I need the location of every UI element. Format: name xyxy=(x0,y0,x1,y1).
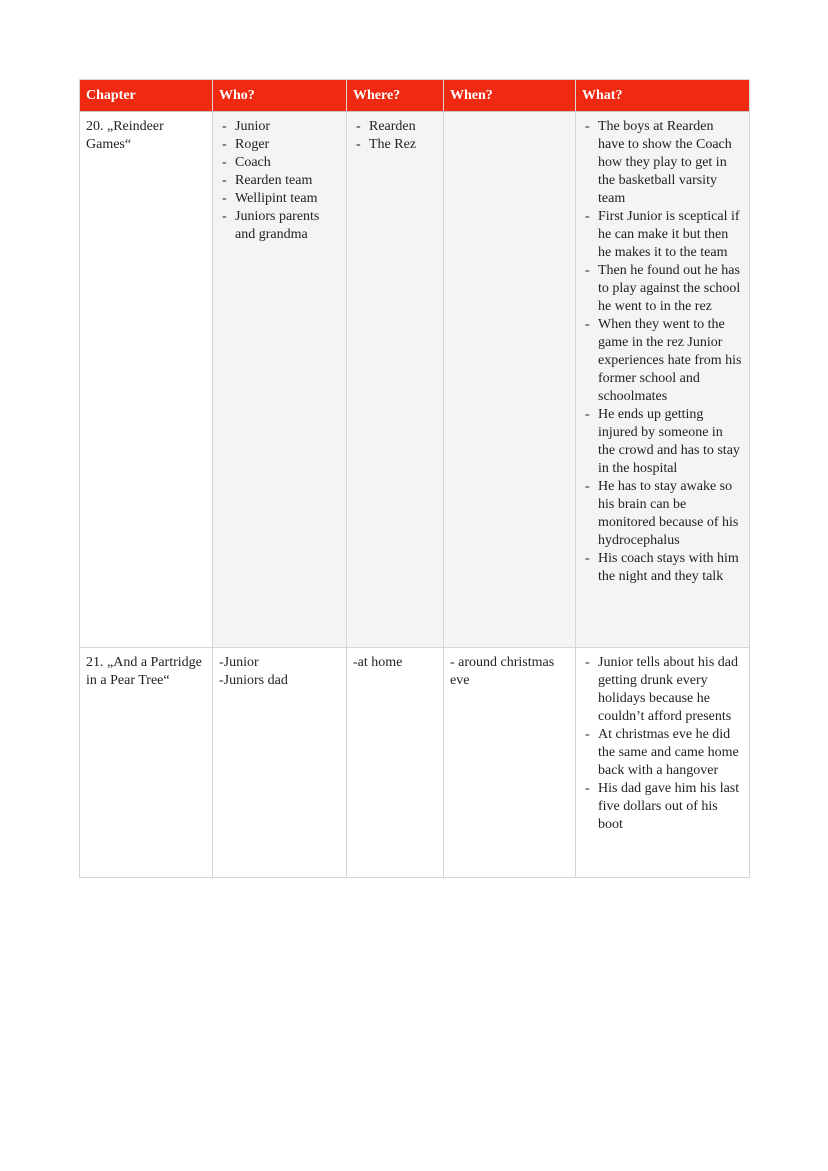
list-item: - First Junior is sceptical if he can make it but then he makes it to the team xyxy=(582,208,743,262)
list-item: - The Rez xyxy=(353,136,437,154)
list-item: - Coach xyxy=(219,154,340,172)
chapter-cell xyxy=(80,112,213,648)
chapter-notes-table xyxy=(79,79,750,878)
header-row xyxy=(80,80,750,112)
list-item: - His dad gave him his last five dollars out of his boot xyxy=(582,780,743,834)
chapter-title: 20. „Reindeer Games“ xyxy=(86,119,164,152)
header-who: Who? xyxy=(213,80,347,112)
who-cell xyxy=(213,112,347,648)
list-item: - His coach stays with him the night and they talk xyxy=(582,550,743,586)
who-cell xyxy=(213,648,347,878)
list-item: - Then he found out he has to play against the school he went to in the rez xyxy=(582,262,743,316)
list-item: - He ends up getting injured by someone in the crowd and has to stay in the hospital xyxy=(582,406,743,478)
what-list xyxy=(582,654,743,834)
list-item: - Juniors parents and grandma xyxy=(219,208,340,244)
when-text: - around christmas eve xyxy=(450,655,555,688)
when-cell xyxy=(444,112,576,648)
list-item: - He has to stay awake so his brain can be monitored because of his hydrocephalus xyxy=(582,478,743,550)
table-row xyxy=(80,648,750,878)
header-what: What? xyxy=(576,80,750,112)
where-text: -at home xyxy=(353,655,403,670)
list-item: - Roger xyxy=(219,136,340,154)
header-where: Where? xyxy=(347,80,444,112)
what-list xyxy=(582,118,743,586)
where-list xyxy=(353,118,437,154)
list-item: - At christmas eve he did the same and came home back with a hangover xyxy=(582,726,743,780)
table-row xyxy=(80,112,750,648)
list-item: - Wellipint team xyxy=(219,190,340,208)
when-cell xyxy=(444,648,576,878)
list-item: - Rearden team xyxy=(219,172,340,190)
who-line: -Junior xyxy=(219,655,259,670)
list-item: - Junior tells about his dad getting drunk every holidays because he couldn’t afford presents xyxy=(582,654,743,726)
list-item: - The boys at Rearden have to show the Coach how they play to get in the basketball varsity team xyxy=(582,118,743,208)
chapter-title: 21. „And a Partridge in a Pear Tree“ xyxy=(86,655,202,688)
where-cell xyxy=(347,112,444,648)
list-item: - Rearden xyxy=(353,118,437,136)
list-item: - When they went to the game in the rez Junior experiences hate from his former school and schoolmates xyxy=(582,316,743,406)
where-cell xyxy=(347,648,444,878)
who-line: -Juniors dad xyxy=(219,673,288,688)
what-cell xyxy=(576,112,750,648)
list-item: - Junior xyxy=(219,118,340,136)
what-cell xyxy=(576,648,750,878)
header-chapter: Chapter xyxy=(80,80,213,112)
header-when: When? xyxy=(444,80,576,112)
chapter-cell xyxy=(80,648,213,878)
who-list xyxy=(219,118,340,244)
